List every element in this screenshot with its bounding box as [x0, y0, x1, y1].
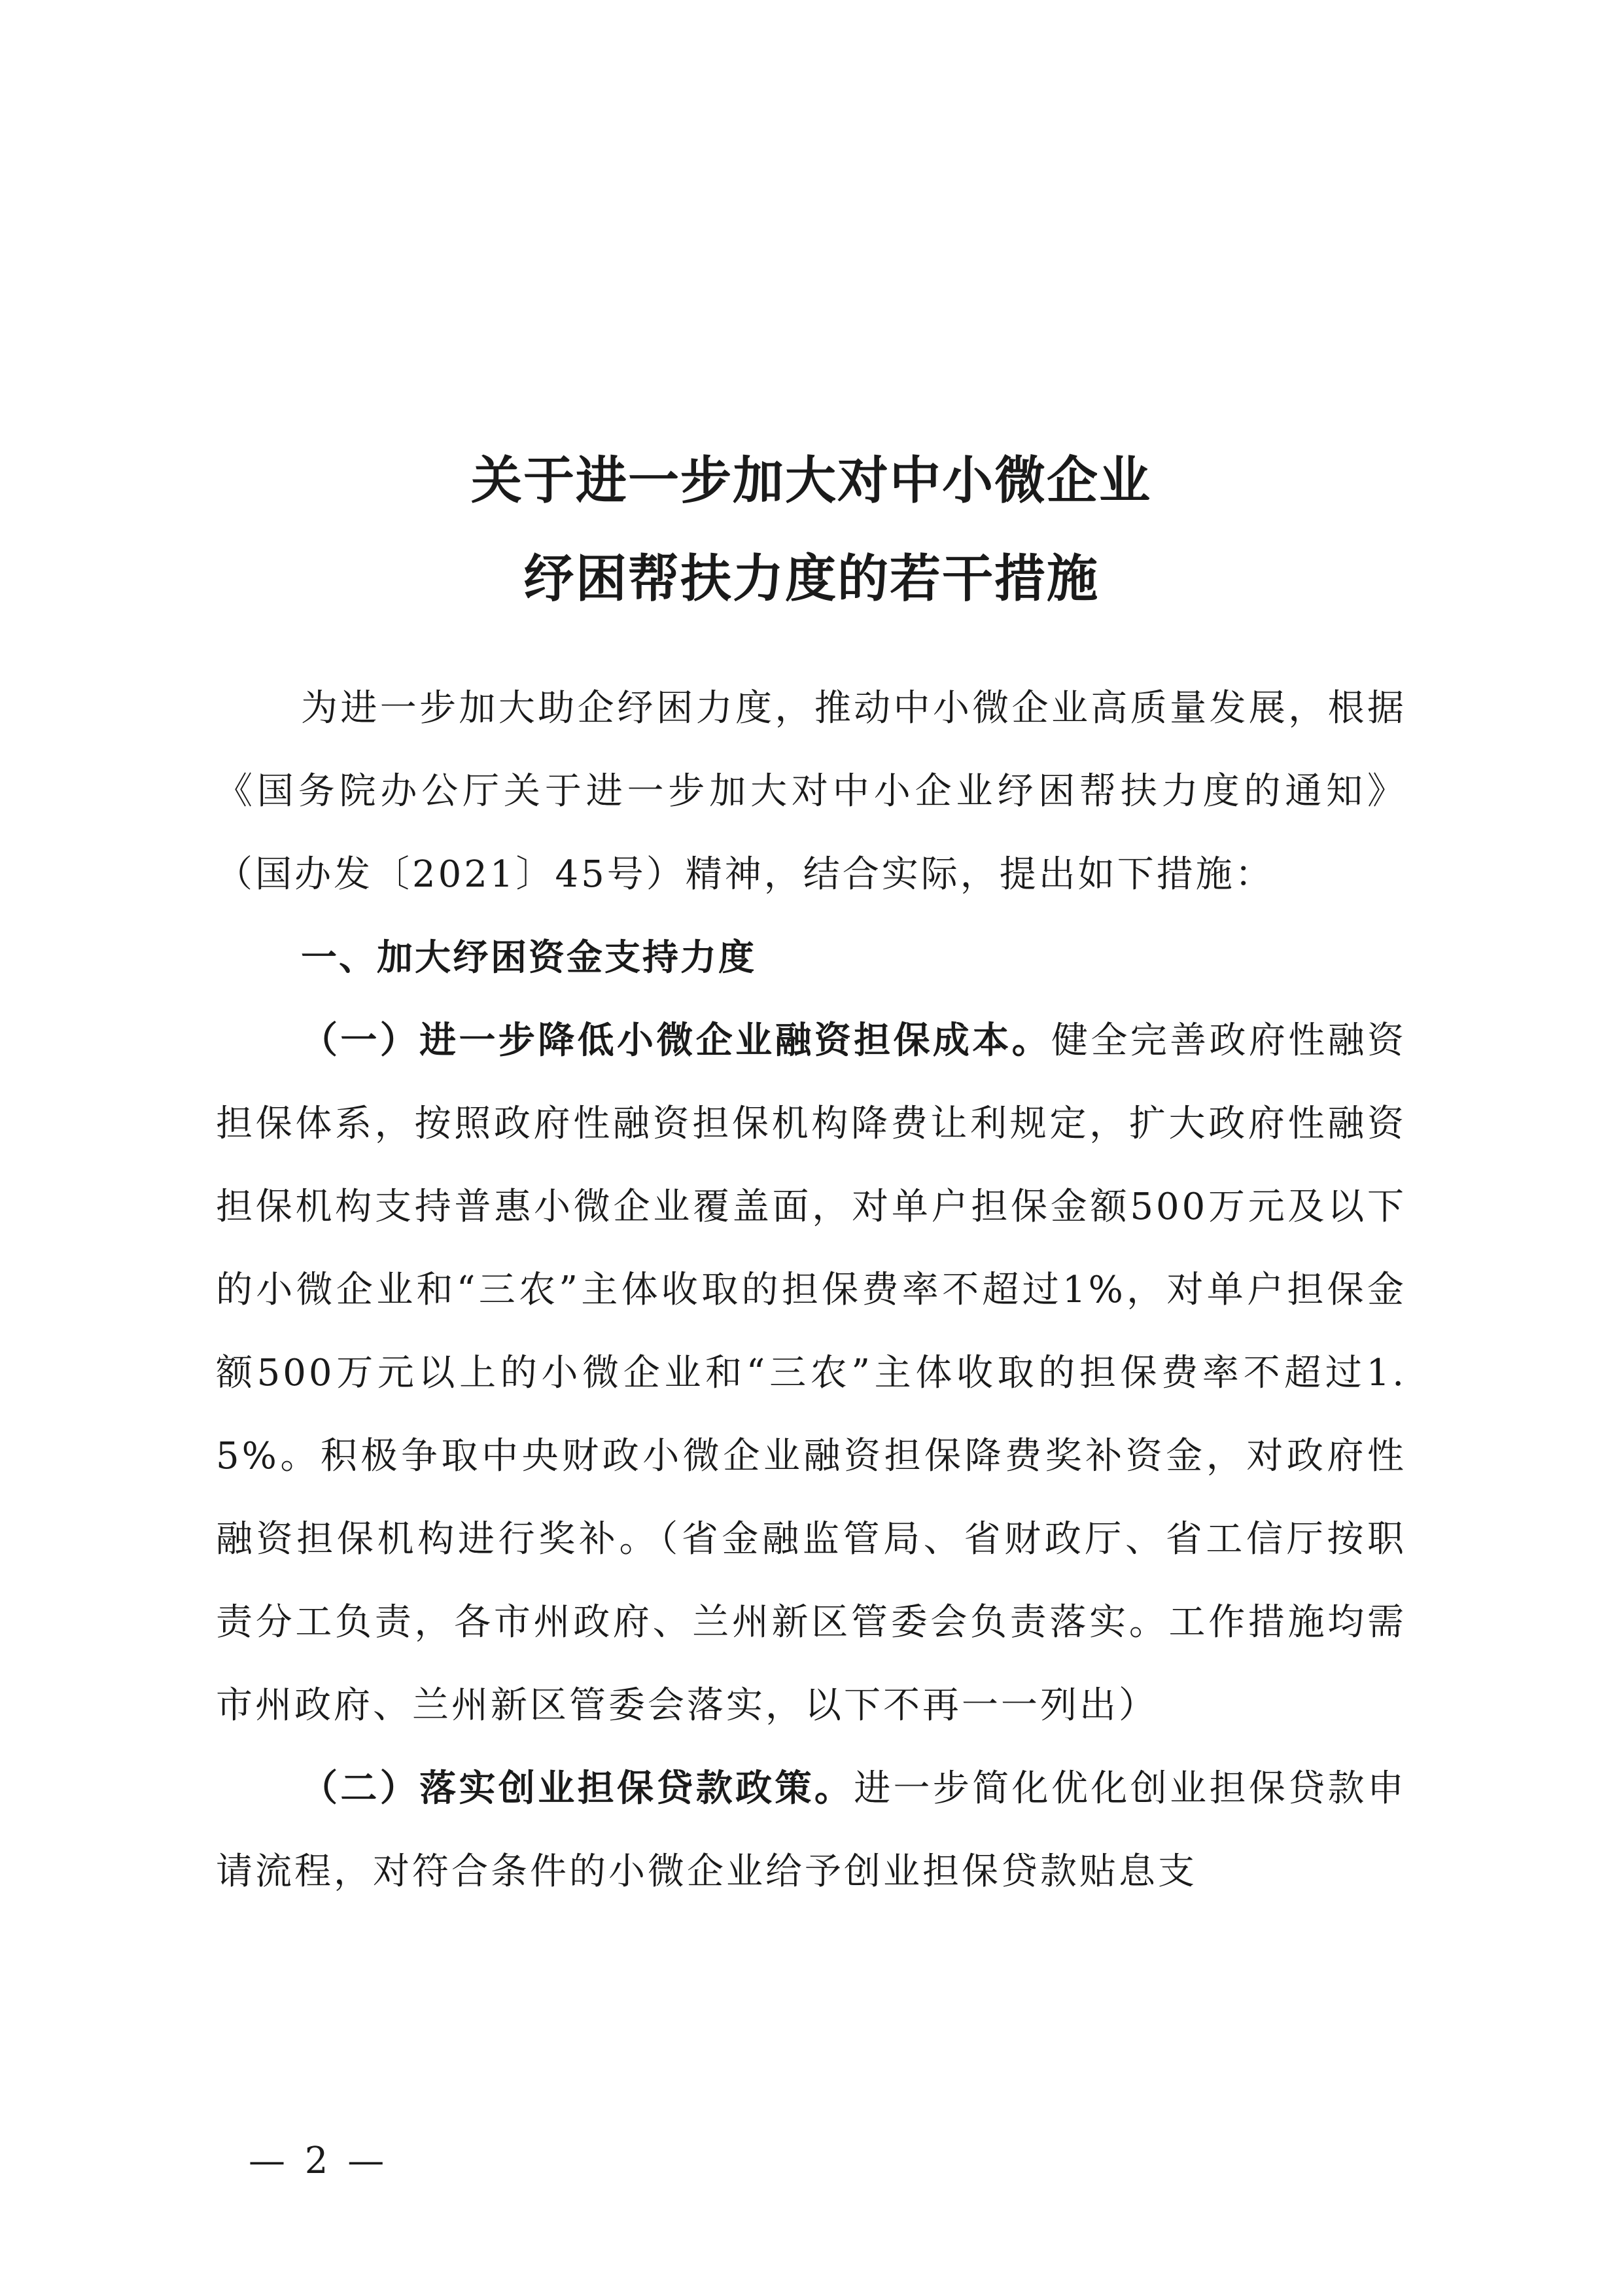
item-1-paragraph: [216, 999, 1406, 1747]
title-line-2: 纾困帮扶力度的若干措施: [523, 549, 1099, 609]
item-2-lead: （二）落实创业担保贷款政策。: [301, 1767, 854, 1810]
item-2-paragraph: [216, 1747, 1406, 1913]
page-number: — 2 —: [249, 2140, 389, 2182]
intro-paragraph: 为进一步加大助企纾困力度，推动中小微企业高质量发展，根据《国务院办公厅关于进一步加大对中小企业纾困帮扶力度的通知》（国办发〔2021〕45号）精神，结合实际，提出如下措施：: [216, 687, 1406, 896]
document-title: [216, 432, 1406, 628]
item-1-lead: （一）进一步降低小微企业融资担保成本。: [301, 1019, 1052, 1062]
section-heading-1: 一、加大纾困资金支持力度: [301, 936, 757, 978]
item-1-text: 健全完善政府性融资担保体系，按照政府性融资担保机构降费让利规定，扩大政府性融资担保机构支持普惠小微企业覆盖面，对单户担保金额500万元及以下的小微企业和“三农”主体收取的担保费率不超过1%，对单户担保金额500万元以上的小微企业和“三农”主体收取的担保费率不超过1.5%。积极争取中央财政小微企业融资担保降费奖补资金，对政府性融资担保机构进行奖补。（省金融监管局、省财政厅、省工信厅按职责分工负责，各市州政府、兰州新区管委会负责落实。工作措施均需市州政府、兰州新区管委会落实，以下不再一一列出）: [216, 1019, 1407, 1727]
item-2-text: 进一步简化优化创业担保贷款申请流程，对符合条件的小微企业给予创业担保贷款贴息支: [216, 1767, 1407, 1893]
title-line-1: 关于进一步加大对中小微企业: [470, 451, 1151, 510]
document-body: [216, 667, 1406, 1913]
